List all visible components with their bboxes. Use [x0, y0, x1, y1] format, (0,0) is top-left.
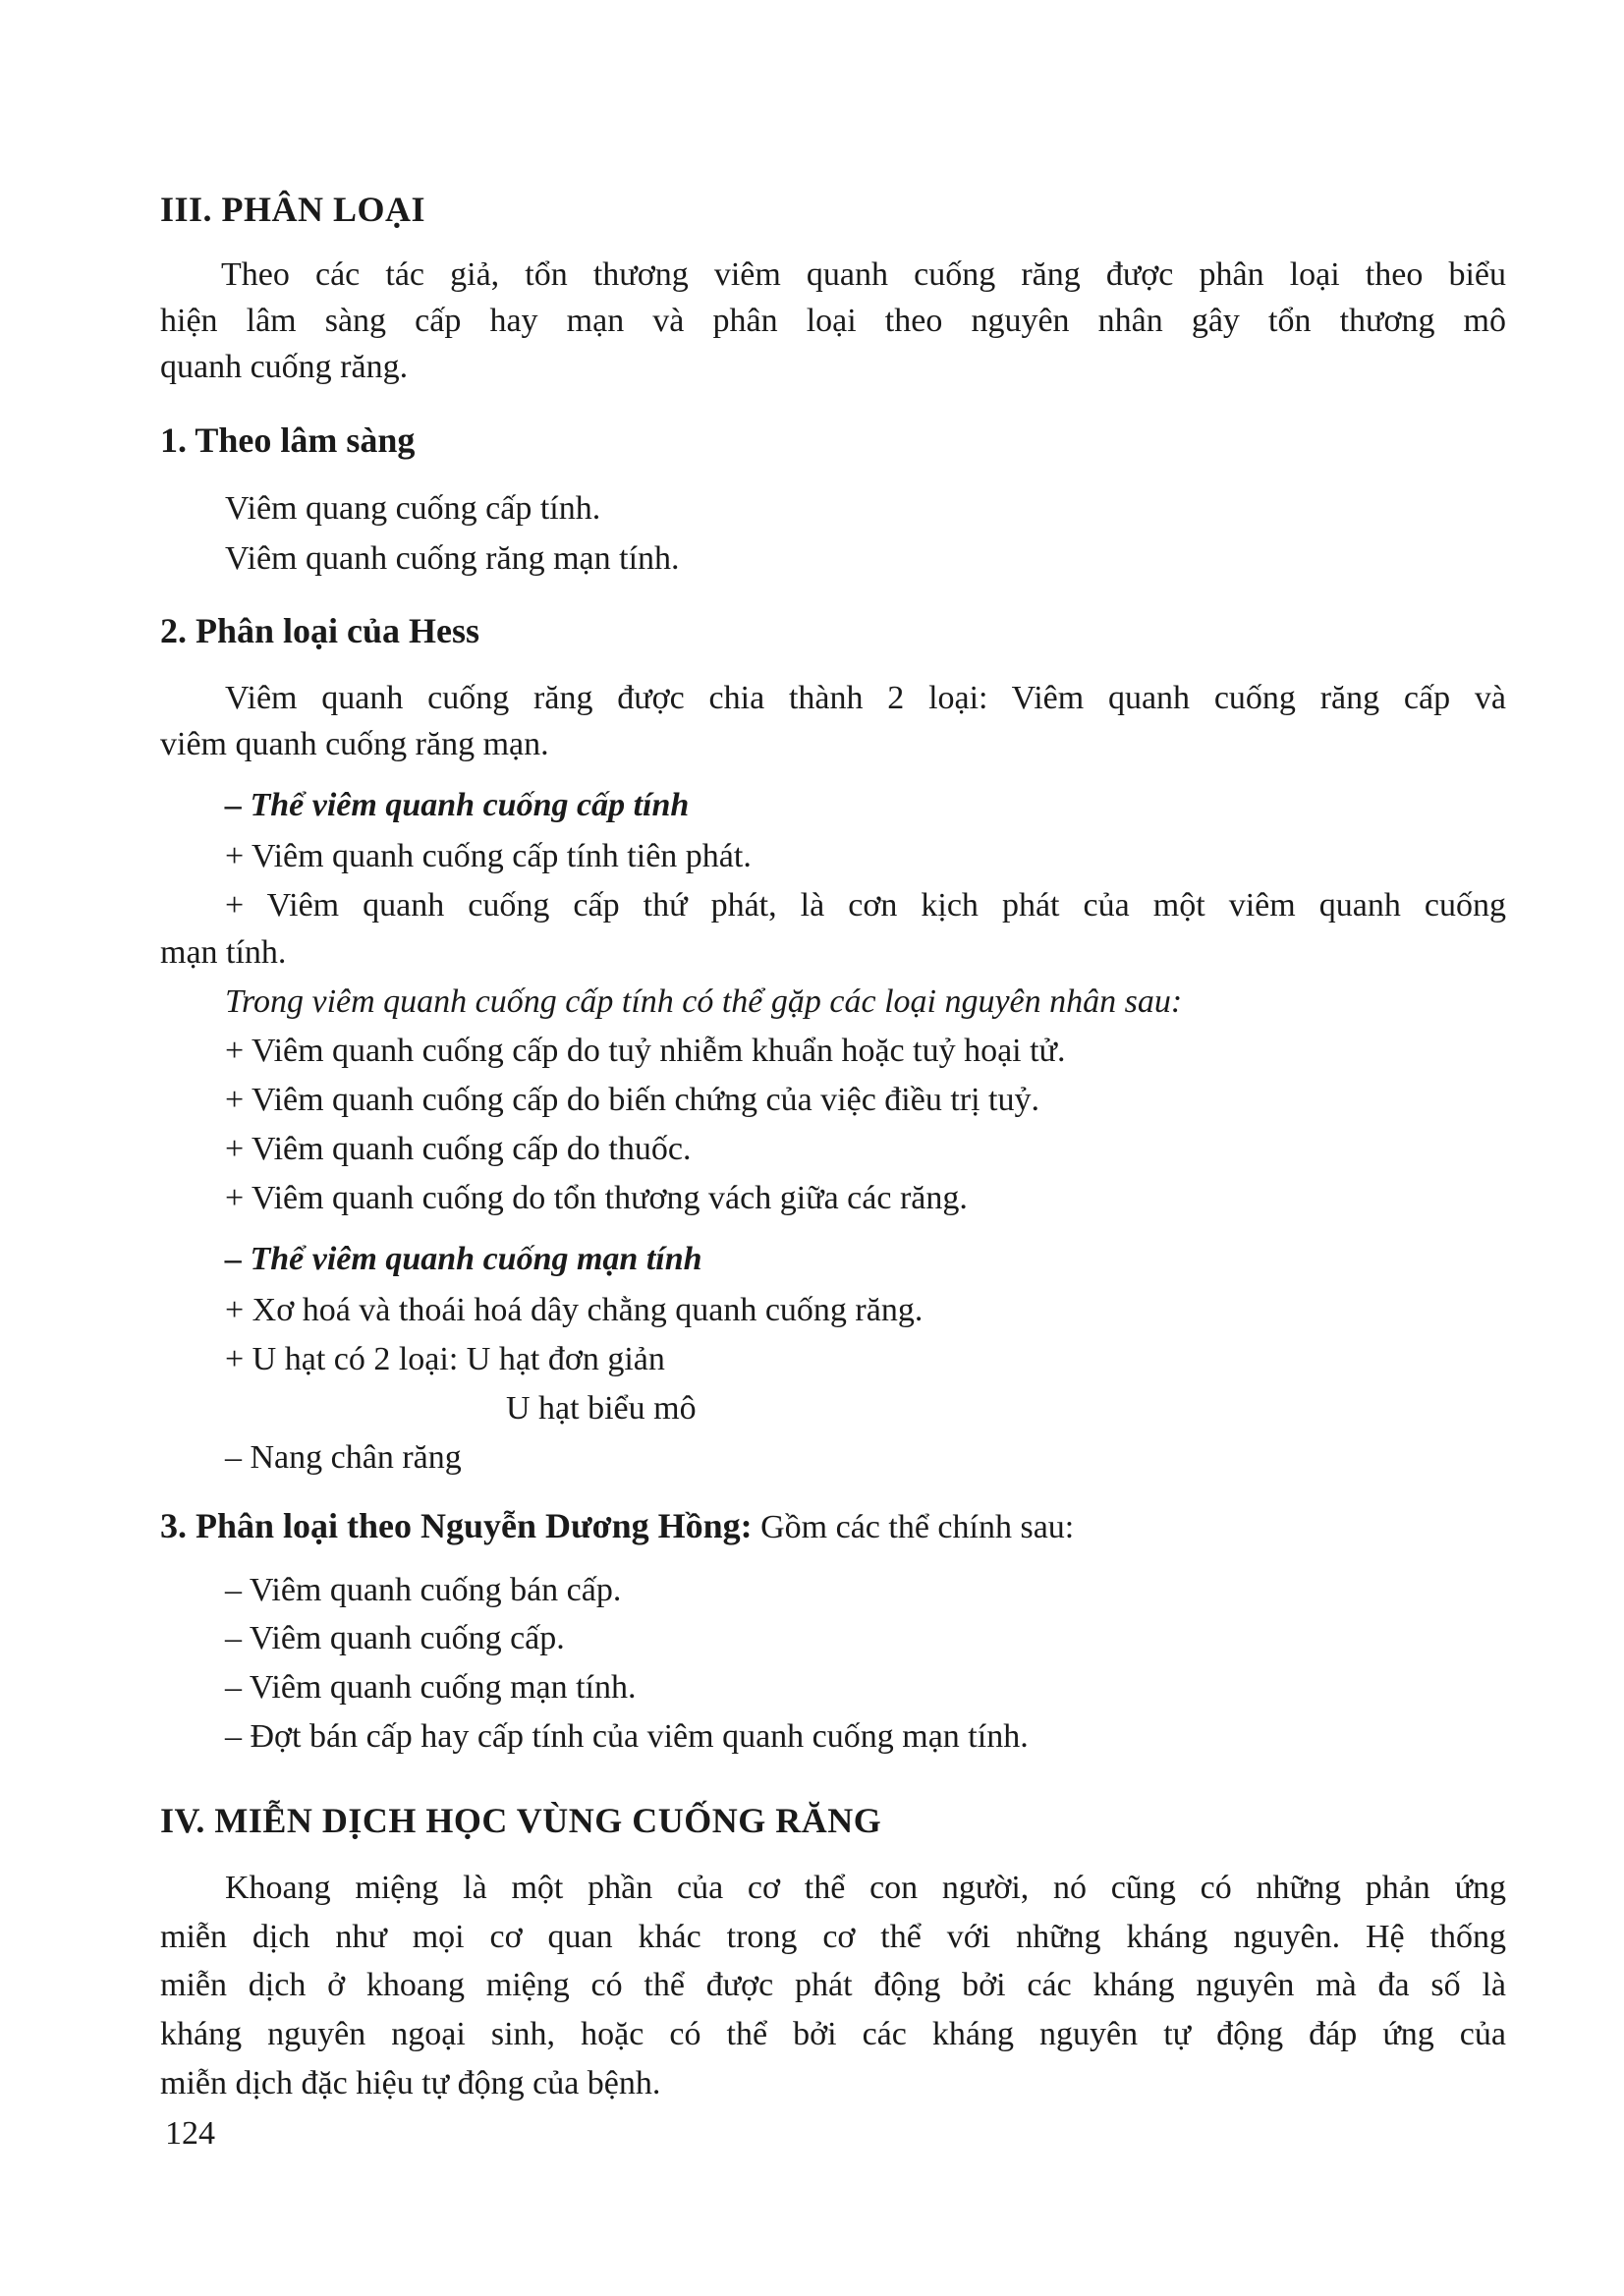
subheading-phan-loai-hess: 2. Phân loại của Hess	[160, 611, 480, 650]
list-item: – Đợt bán cấp hay cấp tính của viêm quanh cuống mạn tính.	[225, 1718, 1029, 1755]
list-item: + Viêm quanh cuống cấp do thuốc.	[225, 1131, 692, 1167]
hess-intro-line-2: viêm quanh cuống răng mạn.	[160, 726, 549, 762]
list-item: + Viêm quanh cuống cấp do tuỷ nhiễm khuẩn hoặc tuỷ hoại tử.	[225, 1033, 1066, 1069]
list-item: – Viêm quanh cuống bán cấp.	[225, 1572, 622, 1608]
paragraph-line-5: miễn dịch đặc hiệu tự động của bệnh.	[160, 2065, 661, 2101]
chronic-form-heading: – Thể viêm quanh cuống mạn tính	[225, 1241, 702, 1277]
subheading-title: 3. Phân loại theo Nguyễn Dương Hồng:	[160, 1506, 753, 1545]
list-item: Viêm quanh cuống răng mạn tính.	[225, 540, 680, 577]
subheading-nguyen-duong-hong	[160, 1506, 1074, 1547]
page-number: 124	[165, 2115, 215, 2152]
section-heading-phan-loai: III. PHÂN LOẠI	[160, 190, 426, 229]
list-item: Viêm quang cuống cấp tính.	[225, 490, 601, 527]
section-heading-mien-dich: IV. MIỄN DỊCH HỌC VÙNG CUỐNG RĂNG	[160, 1801, 882, 1840]
intro-line-1: Theo các tác giả, tổn thương viêm quanh cuống răng được phân loại theo biểu	[221, 256, 1506, 293]
list-item: + Viêm quanh cuống cấp do biến chứng của việc điều trị tuỷ.	[225, 1082, 1039, 1118]
list-item-continuation: U hạt biểu mô	[506, 1390, 697, 1427]
paragraph-line-2: miễn dịch như mọi cơ quan khác trong cơ thể với những kháng nguyên. Hệ thống	[160, 1919, 1506, 1955]
list-item: – Nang chân răng	[225, 1439, 462, 1476]
list-item: + Viêm quanh cuống cấp tính tiên phát.	[225, 838, 752, 874]
intro-line-3: quanh cuống răng.	[160, 349, 409, 385]
acute-form-heading: – Thể viêm quanh cuống cấp tính	[225, 787, 690, 823]
subheading-suffix: Gồm các thể chính sau:	[752, 1509, 1075, 1545]
subheading-theo-lam-sang: 1. Theo lâm sàng	[160, 420, 416, 460]
list-item: + Viêm quanh cuống cấp thứ phát, là cơn kịch phát của một viêm quanh cuống	[225, 887, 1506, 924]
acute-causes-intro: Trong viêm quanh cuống cấp tính có thể gặp các loại nguyên nhân sau:	[225, 983, 1183, 1020]
intro-line-2: hiện lâm sàng cấp hay mạn và phân loại theo nguyên nhân gây tổn thương mô	[160, 303, 1506, 339]
hess-intro-line-1: Viêm quanh cuống răng được chia thành 2 loại: Viêm quanh cuống răng cấp và	[225, 680, 1506, 716]
paragraph-line-4: kháng nguyên ngoại sinh, hoặc có thể bởi các kháng nguyên tự động đáp ứng của	[160, 2016, 1506, 2052]
list-item-continuation: mạn tính.	[160, 934, 287, 971]
list-item: – Viêm quanh cuống cấp.	[225, 1620, 565, 1656]
paragraph-line-3: miễn dịch ở khoang miệng có thể được phát động bởi các kháng nguyên mà đa số là	[160, 1967, 1506, 2003]
list-item: + U hạt có 2 loại: U hạt đơn giản	[225, 1341, 665, 1377]
list-item: + Xơ hoá và thoái hoá dây chằng quanh cuống răng.	[225, 1292, 924, 1328]
list-item: – Viêm quanh cuống mạn tính.	[225, 1669, 637, 1706]
paragraph-line-1: Khoang miệng là một phần của cơ thể con người, nó cũng có những phản ứng	[225, 1870, 1506, 1906]
list-item: + Viêm quanh cuống do tổn thương vách giữa các răng.	[225, 1180, 968, 1216]
